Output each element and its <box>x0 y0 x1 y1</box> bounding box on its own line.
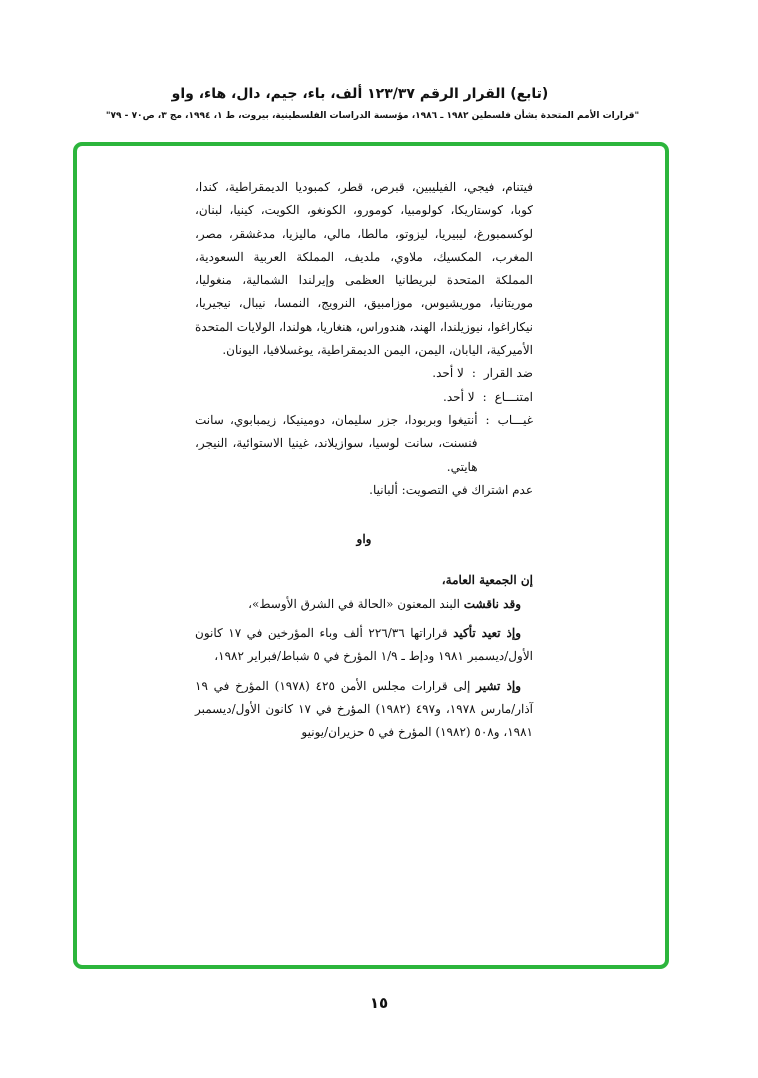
vote-absent-row <box>195 409 533 479</box>
vote-abstain-row <box>195 386 533 409</box>
preamble-lead-2: وإذ تعيد تأكيد <box>453 626 521 641</box>
page-number: ١٥ <box>369 994 389 1012</box>
vote-against-row <box>195 362 533 385</box>
vote-abstain-value: لا أحد. <box>443 389 475 404</box>
vote-against-label: ضد القرار <box>483 366 533 381</box>
preamble-paragraph-2 <box>195 622 533 669</box>
vote-absent-value: أنتيغوا وبربودا، جزر سليمان، دومينيكا، زيمبابوي، سانت فنسنت، سانت لوسيا، سوازيلاند، غينيا الاستوائية، النيجر، هايتي. <box>195 412 478 474</box>
page-header-title: (تابع) القرار الرقم ١٢٣/٣٧ ألف، باء، جيم، دال، هاء، واو <box>171 86 549 102</box>
general-assembly-heading: إن الجمعية العامة، <box>441 573 533 588</box>
preamble-paragraph-3 <box>195 675 533 745</box>
preamble-paragraph-1 <box>195 593 533 616</box>
in-favor-list: فيتنام، فيجي، الفيليبين، قبرص، قطر، كمبوديا الديمقراطية، كندا، كوبا، كوستاريكا، كولومبيا، كومورو، الكونغو، الكويت، كينيا، لبنان، لوكسمبورغ، ليبيريا، ليزوتو، مالطا، مالي، ماليزيا، مدغشقر، مصر، المغرب، المكسيك، ملاوي، ملديف، المملكة العربية السعودية، المملكة المتحدة لبريطانيا العظمى وإيرلندا الشمالية، منغوليا، موريتانيا، موريشيوس، موزامبيق، النرويج، النمسا، نيبال، نيجيريا، نيكاراغوا، نيوزيلندا، الهند، هندوراس، هنغاريا، هولندا، الولايات المتحدة الأميركية، اليابان، اليمن، اليمن الديمقراطية، يوغسلافيا، اليونان. <box>195 180 533 358</box>
document-body <box>195 176 533 751</box>
preamble-lead-1: وقد ناقشت <box>463 596 521 611</box>
vote-abstain-label: امتنـــاع <box>494 389 533 404</box>
preamble-text-2: قراراتها ٢٢٦/٣٦ ألف وباء المؤرخين في ١٧ كانون الأول/ديسمبر ١٩٨١ ودإط ـ ١/٩ المؤرخ في ٥ شباط/فبراير ١٩٨٢، <box>195 626 533 664</box>
vote-separator: : <box>482 389 487 404</box>
preamble-lead-3: وإذ تشير <box>476 678 522 693</box>
preamble-text-3: إلى قرارات مجلس الأمن ٤٢٥ (١٩٧٨) المؤرخ في ١٩ آذار/مارس ١٩٧٨، و٤٩٧ (١٩٨٢) المؤرخ في ١٧ كانون الأول/ديسمبر ١٩٨١، و٥٠٨ (١٩٨٢) المؤرخ في ٥ حزيران/يونيو <box>195 678 533 740</box>
vote-absent-label: غيـــاب <box>497 412 533 427</box>
vote-separator: : <box>471 366 476 381</box>
vote-nonparticipation: عدم اشتراك في التصويت: ألبانيا. <box>369 482 533 497</box>
vote-against-value: لا أحد. <box>432 366 464 381</box>
section-title: واو <box>356 532 372 547</box>
preamble-text-1: البند المعنون «الحالة في الشرق الأوسط»، <box>248 596 464 611</box>
source-citation: "قرارات الأمم المتحدة بشأن فلسطين ١٩٨٢ ـ ١٩٨٦، مؤسسة الدراسات الفلسطينية، بيروت، ط ١، ١٩٩٤، مج ٣، ص٧٠ - ٧٩" <box>105 111 640 121</box>
vote-separator: : <box>485 412 490 427</box>
